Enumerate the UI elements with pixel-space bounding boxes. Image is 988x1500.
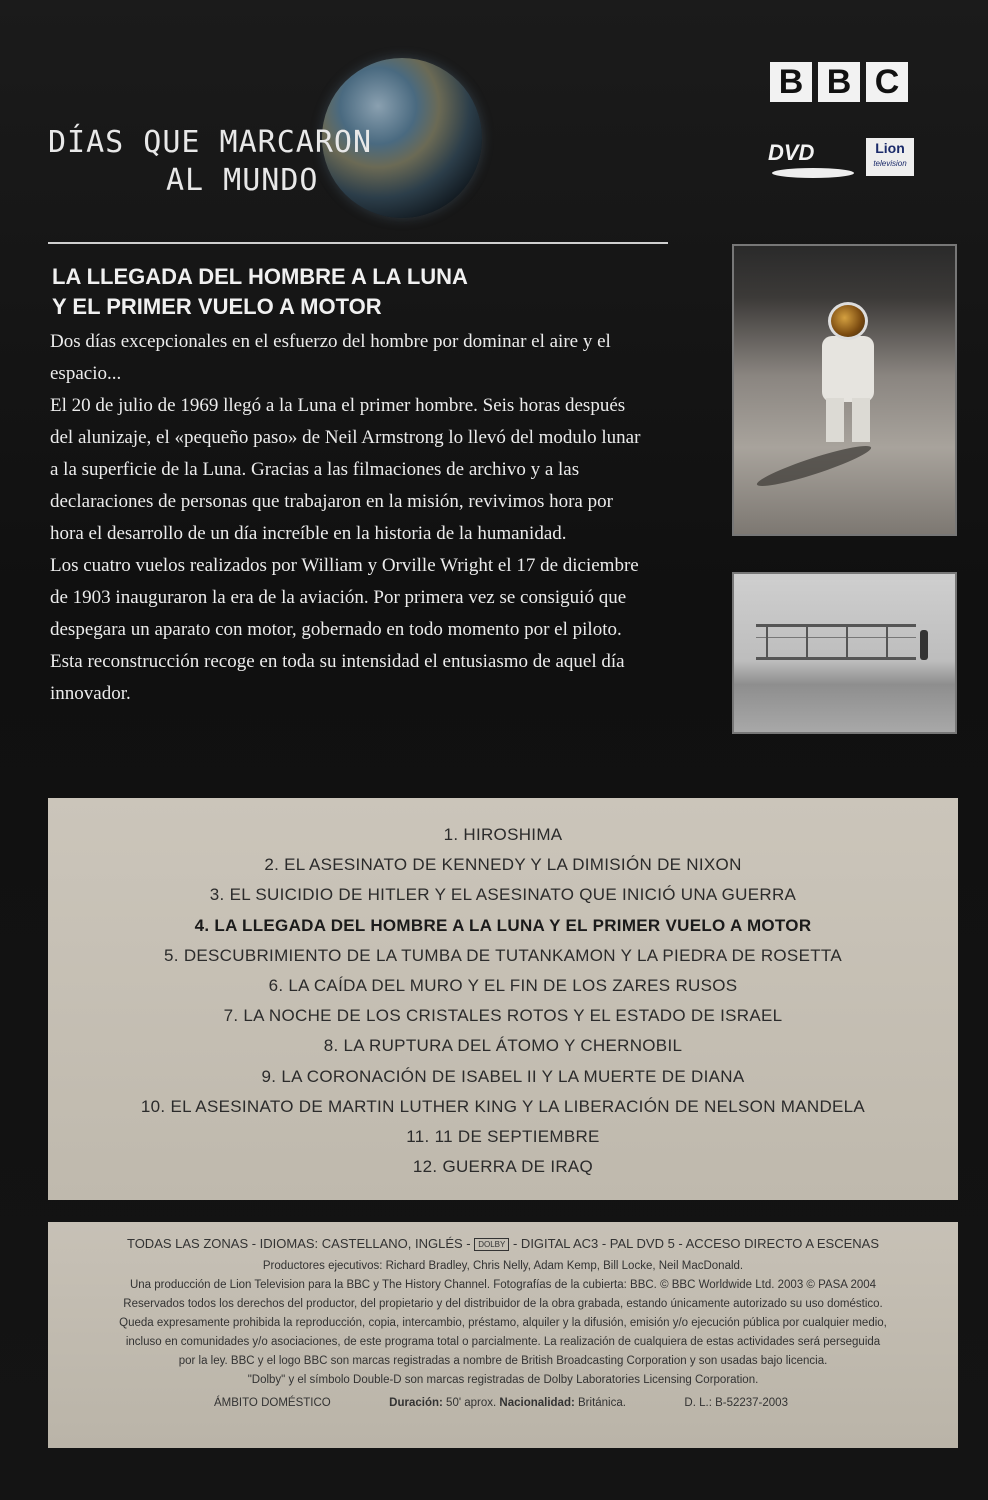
credits-line: Queda expresamente prohibida la reproducción, copia, intercambio, préstamo, alquiler y la difusión, emisión y/o ejecución pública por cualquier medio, (119, 1317, 887, 1329)
series-title (48, 124, 372, 200)
astronaut-shadow (754, 440, 873, 492)
bbc-letter: B (818, 62, 860, 102)
episode-item: 6. LA CAÍDA DEL MURO Y EL FIN DE LOS ZARES RUSOS (268, 975, 738, 995)
bbc-letter: C (866, 62, 908, 102)
person-figure (920, 630, 928, 660)
description-paragraph: Los cuatro vuelos realizados por William y Orville Wright el 17 de diciembre de 1903 inauguraron la era de la aviación. Por primera vez se consiguió que despegara un aparato con motor, gobernado en todo momento por el piloto. Esta reconstrucción recoge en toda su intensidad el entusiasmo de aquel día innovador. (50, 555, 639, 704)
biplane-figure (756, 624, 916, 660)
credits-line: incluso en comunidades y/o asociaciones, de este programa total o parcialmente. La realización de cualquiera de estas actividades será perseguida (125, 1336, 881, 1348)
specs-left: TODAS LAS ZONAS - IDIOMAS: CASTELLANO, INGLÉS - (126, 1236, 471, 1251)
divider (48, 242, 668, 244)
dvd-disc-icon (772, 168, 854, 178)
bbc-letter: B (770, 62, 812, 102)
duracion-label: Duración: (389, 1397, 443, 1409)
technical-specs (48, 1234, 958, 1253)
nacionalidad-label: Nacionalidad: (499, 1397, 575, 1409)
episode-item: 7. LA NOCHE DE LOS CRISTALES ROTOS Y EL ESTADO DE ISRAEL (223, 1006, 783, 1026)
bbc-logo (770, 62, 908, 102)
description-paragraph: El 20 de julio de 1969 llegó a la Luna el primer hombre. Seis horas después del alunizaje, el «pequeño paso» de Neil Armstrong lo llevó del modulo lunar a la superficie de la Luna. Gracias a las filmaciones de archivo y a las declaraciones de personas que trabajaron en la misión, revivimos hora por hora el desarrollo de un día increíble en la historia de la humanidad. (50, 395, 641, 544)
duracion-value: 50' aprox. (446, 1397, 497, 1409)
series-title-line1: DÍAS QUE MARCARON (48, 125, 373, 160)
feature-title (52, 262, 652, 322)
episode-list (48, 798, 958, 1182)
feature-title-line1: LA LLEGADA DEL HOMBRE A LA LUNA (52, 264, 468, 289)
credits-line: "Dolby" y el símbolo Double-D son marcas registradas de Dolby Laboratories Licensing Corporation. (247, 1374, 759, 1386)
deposito-legal: D. L.: B-52237-2003 (684, 1397, 788, 1409)
episode-item-current: 4. LA LLEGADA DEL HOMBRE A LA LUNA Y EL PRIMER VUELO A MOTOR (194, 915, 812, 935)
series-title-line2: AL MUNDO (166, 163, 319, 198)
credits-line: Reservados todos los derechos del productor, del propietario y del distribuidor de la obra grabada, estando únicamente autorizado su uso doméstico. (123, 1298, 883, 1310)
wright-flyer-photo (732, 572, 957, 734)
dvd-logo: DVD (768, 140, 815, 165)
dolby-logo: DOLBY (474, 1238, 509, 1251)
specs-right: - DIGITAL AC3 - PAL DVD 5 - ACCESO DIRECTO A ESCENAS (512, 1236, 880, 1251)
episode-item: 8. LA RUPTURA DEL ÁTOMO Y CHERNOBIL (323, 1036, 683, 1056)
lion-sub: television (873, 159, 907, 168)
feature-title-line2: Y EL PRIMER VUELO A MOTOR (52, 294, 382, 319)
episode-item: 5. DESCUBRIMIENTO DE LA TUMBA DE TUTANKAMON Y LA PIEDRA DE ROSETTA (164, 945, 842, 965)
episode-item: 9. LA CORONACIÓN DE ISABEL II Y LA MUERTE DE DIANA (261, 1066, 745, 1086)
moon-landing-photo (732, 244, 957, 536)
credits-panel (48, 1222, 958, 1448)
lion-television-logo (866, 138, 914, 176)
ambito-label: ÁMBITO DOMÉSTICO (214, 1397, 331, 1409)
episode-item: 1. HIROSHIMA (443, 825, 563, 844)
credits-line: por la ley. BBC y el logo BBC son marcas registradas a nombre de British Broadcasting Corporation y son usadas bajo licencia. (178, 1355, 828, 1367)
credits-footer (48, 1394, 958, 1413)
credits-line: Una producción de Lion Television para la BBC y The History Channel. Fotografías de la cubierta: BBC. © BBC Worldwide Ltd. 2003 © PASA 2004 (129, 1279, 877, 1291)
episode-item: 11. 11 DE SEPTIEMBRE (406, 1126, 600, 1146)
lion-label: Lion (875, 140, 905, 156)
episode-item: 10. EL ASESINATO DE MARTIN LUTHER KING Y LA LIBERACIÓN DE NELSON MANDELA (140, 1096, 866, 1116)
episode-list-panel (48, 798, 958, 1200)
astronaut-figure (818, 302, 878, 442)
nacionalidad-value: Británica. (578, 1397, 626, 1409)
episode-item: 3. EL SUICIDIO DE HITLER Y EL ASESINATO QUE INICIÓ UNA GUERRA (209, 885, 797, 905)
episode-item: 12. GUERRA DE IRAQ (412, 1157, 594, 1177)
feature-description (50, 326, 650, 710)
credits-line: Productores ejecutivos: Richard Bradley, Chris Nelly, Adam Kemp, Bill Locke, Neil MacDonald. (262, 1260, 744, 1272)
episode-item: 2. EL ASESINATO DE KENNEDY Y LA DIMISIÓN DE NIXON (264, 855, 742, 875)
duration-nationality (389, 1394, 626, 1413)
description-paragraph: Dos días excepcionales en el esfuerzo del hombre por dominar el aire y el espacio... (50, 331, 611, 384)
